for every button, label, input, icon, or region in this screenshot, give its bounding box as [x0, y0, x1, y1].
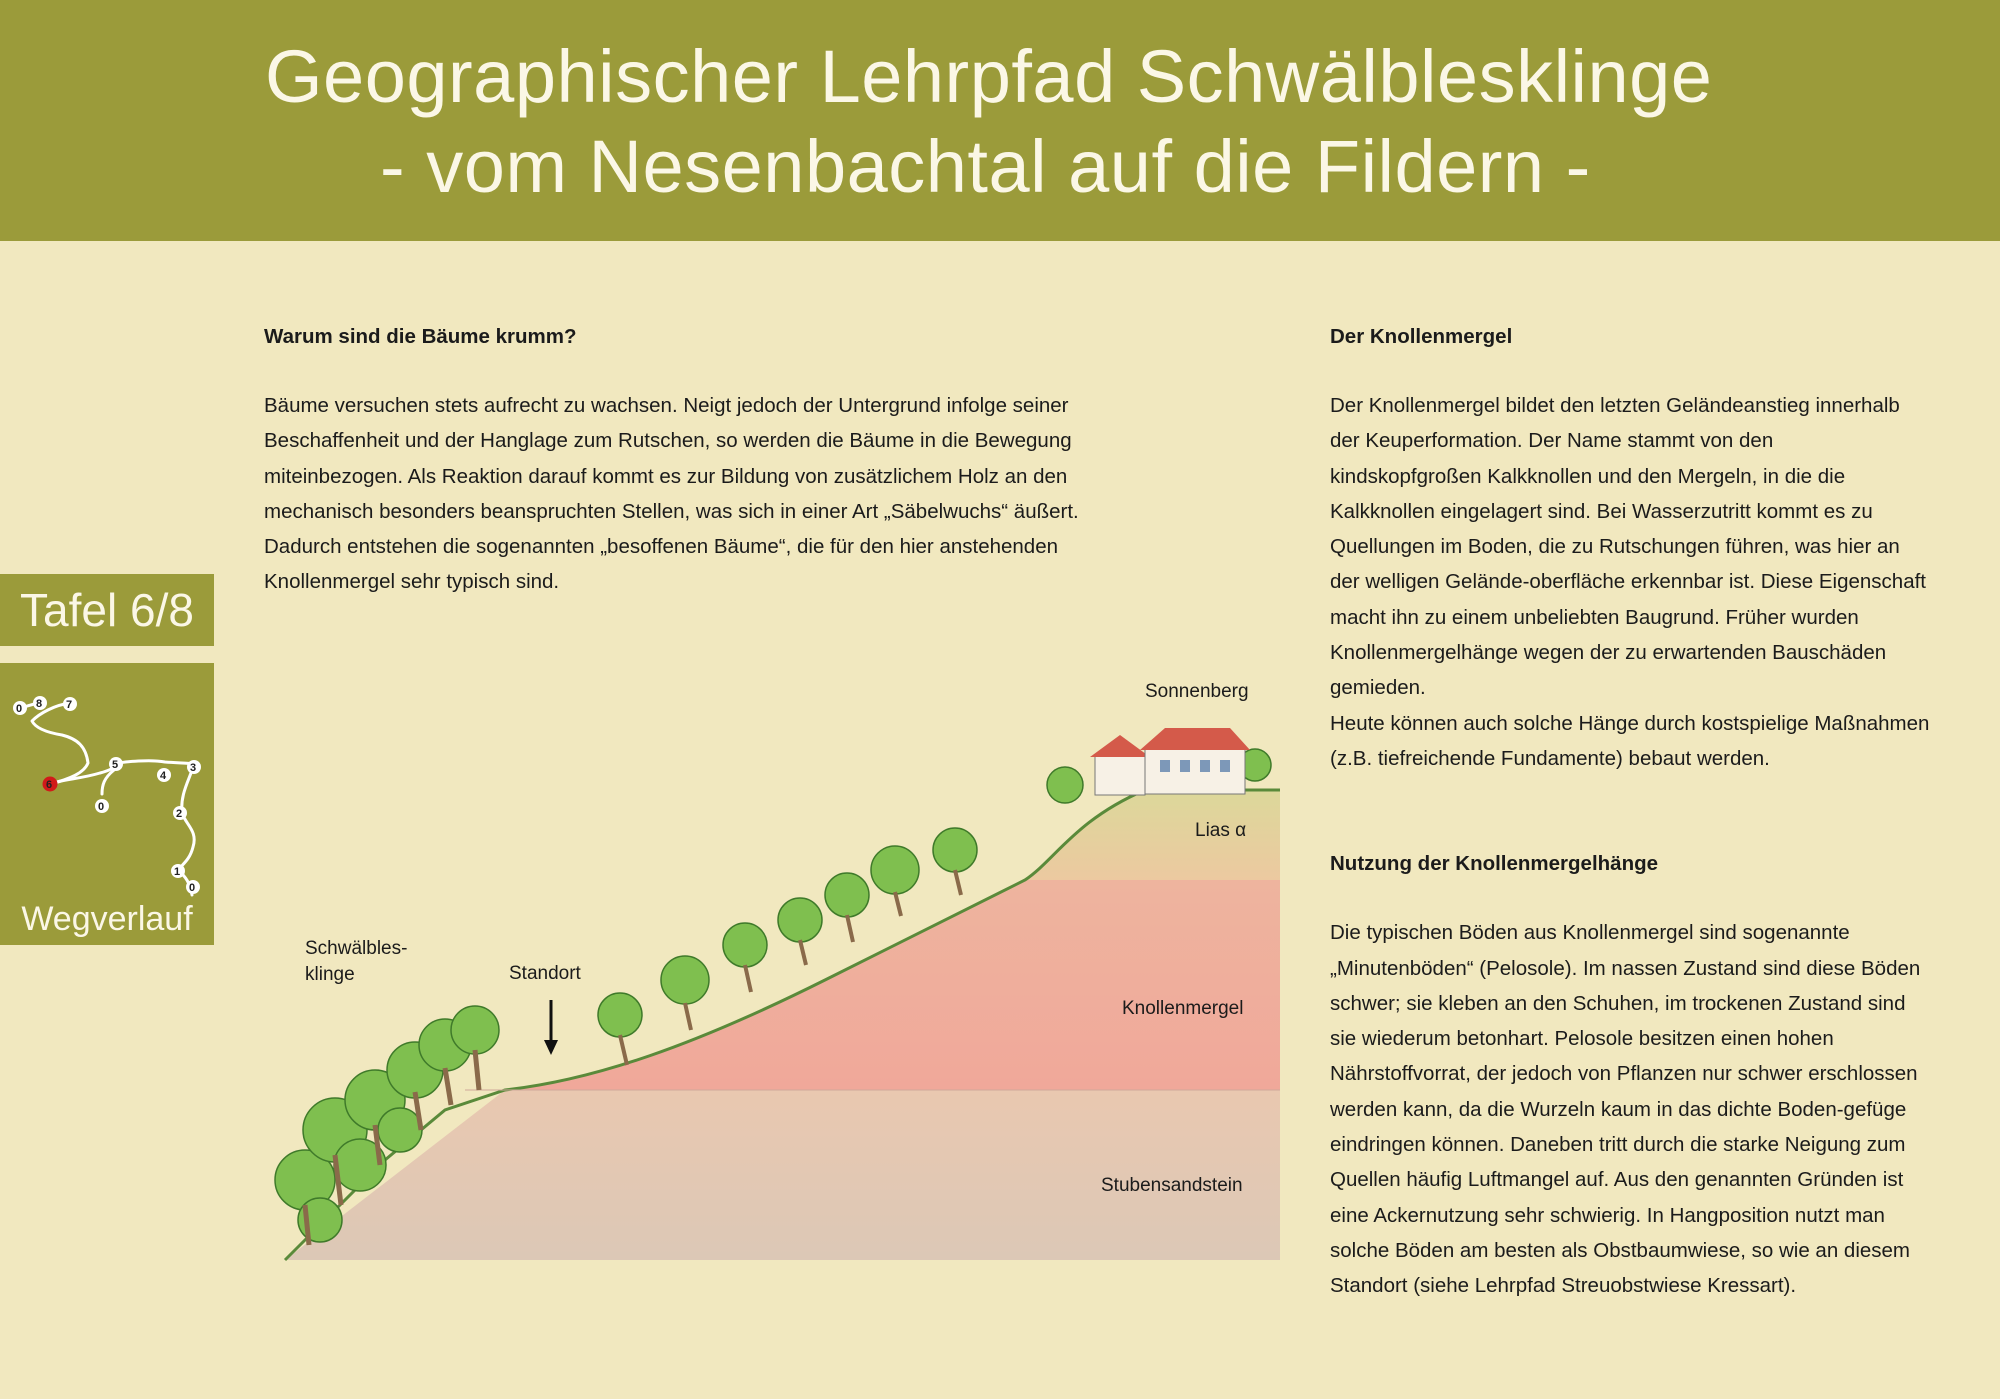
page-title: Geographischer Lehrpfad Schwälblesklinge	[265, 35, 1713, 118]
waypoint-5: 5	[112, 759, 119, 771]
knollenmergel-paragraph-2: Heute können auch solche Hänge durch kostspielige Maßnahmen (z.B. tiefreichende Fundamente) bebaut werden.	[1330, 711, 1930, 770]
section-knollenmergel	[1330, 319, 1930, 776]
label-sonnenberg: Sonnenberg	[1145, 681, 1249, 702]
label-lias: Lias α	[1195, 820, 1247, 841]
panel-number-badge: Tafel 6/8	[0, 574, 214, 646]
right-column	[1330, 319, 1930, 1304]
waypoint-0-mid: 0	[98, 801, 105, 813]
knollenmergel-paragraph: Der Knollenmergel bildet den letzten Geländeanstieg innerhalb der Keuperformation. Der Name stammt von den kindskopfgroßen Kalkknollen und den Mergeln, in die die Kalkknollen eingelagert sind. Bei Wasserzutritt kommt es zu Quellungen im Boden, die zu Rutschungen führen, was hier an der welligen Gelände-oberfläche erkennbar ist. Diese Eigenschaft macht ihn zu einem unbeliebten Baugrund. Früher wurden Knollenmergelhänge wegen der zu erwartenden Bauschäden gemieden.	[1330, 394, 1926, 700]
waypoint-0-end: 0	[189, 882, 196, 894]
route-label: Wegverlauf	[21, 900, 193, 938]
houses	[1090, 728, 1250, 795]
geological-cross-section	[265, 660, 1285, 1270]
label-standort: Standort	[509, 963, 581, 984]
waypoint-4: 4	[160, 770, 167, 782]
waypoints	[13, 696, 201, 894]
left-paragraph: Bäume versuchen stets aufrecht zu wachsen. Neigt jedoch der Untergrund infolge seiner Beschaffenheit und der Hanglage zum Rutschen, so werden die Bäume in die Bewegung miteinbezogen. Als Reaktion darauf kommt es zur Bildung von zusätzlichem Holz an den mechanisch besonders beanspruchten Stellen, was sich in einer Art „Säbelwuchs“ äußert. Dadurch entstehen die sogenannten „besoffenen Bäume“, die für den hier anstehenden Knollenmergel sehr typisch sind.	[264, 394, 1079, 594]
label-knollenmergel: Knollenmergel	[1122, 998, 1244, 1019]
header-banner	[0, 0, 2000, 241]
waypoint-2: 2	[176, 808, 183, 820]
page-subtitle: - vom Nesenbachtal auf die Fildern -	[380, 125, 1591, 208]
section-nutzung	[1330, 846, 1930, 1303]
waypoint-7: 7	[66, 699, 73, 711]
waypoint-0-start: 0	[16, 703, 23, 715]
left-column	[264, 319, 1104, 600]
label-schwaelblesklinge-1: Schwälbles-	[305, 938, 408, 959]
left-heading: Warum sind die Bäume krumm?	[264, 325, 577, 348]
waypoint-3: 3	[190, 762, 197, 774]
waypoint-8: 8	[36, 698, 43, 710]
knollenmergel-heading: Der Knollenmergel	[1330, 325, 1513, 348]
route-map	[0, 663, 214, 945]
standort-arrow	[544, 1000, 558, 1055]
label-schwaelblesklinge-2: klinge	[305, 964, 355, 985]
nutzung-heading: Nutzung der Knollenmergelhänge	[1330, 852, 1659, 876]
label-stubensandstein: Stubensandstein	[1101, 1175, 1243, 1196]
nutzung-paragraph: Die typischen Böden aus Knollenmergel sind sogenannte „Minutenböden“ (Pelosole). Im nassen Zustand sind diese Böden schwer; sie kleben an den Schuhen, im trockenen Zustand sind sie wiederum betonhart. Pelosole besitzen einen hohen Nährstoffvorrat, der jedoch von Pflanzen nur schwer erschlossen werden kann, da die Wurzeln kaum in das dichte Boden-gefüge eindringen können. Daneben tritt durch die starke Neigung zum Quellen häufig Luftmangel auf. Aus den genannten Gründen ist eine Ackernutzung sehr schwierig. In Hangposition nutzt man solche Böden am besten als Obstbaumwiese, so wie an diesem Standort (siehe Lehrpfad Streuobstwiese Kressart).	[1330, 921, 1921, 1298]
waypoint-1: 1	[174, 866, 181, 878]
waypoint-6-current: 6	[46, 779, 53, 791]
knollenmergel-layer	[505, 880, 1280, 1090]
